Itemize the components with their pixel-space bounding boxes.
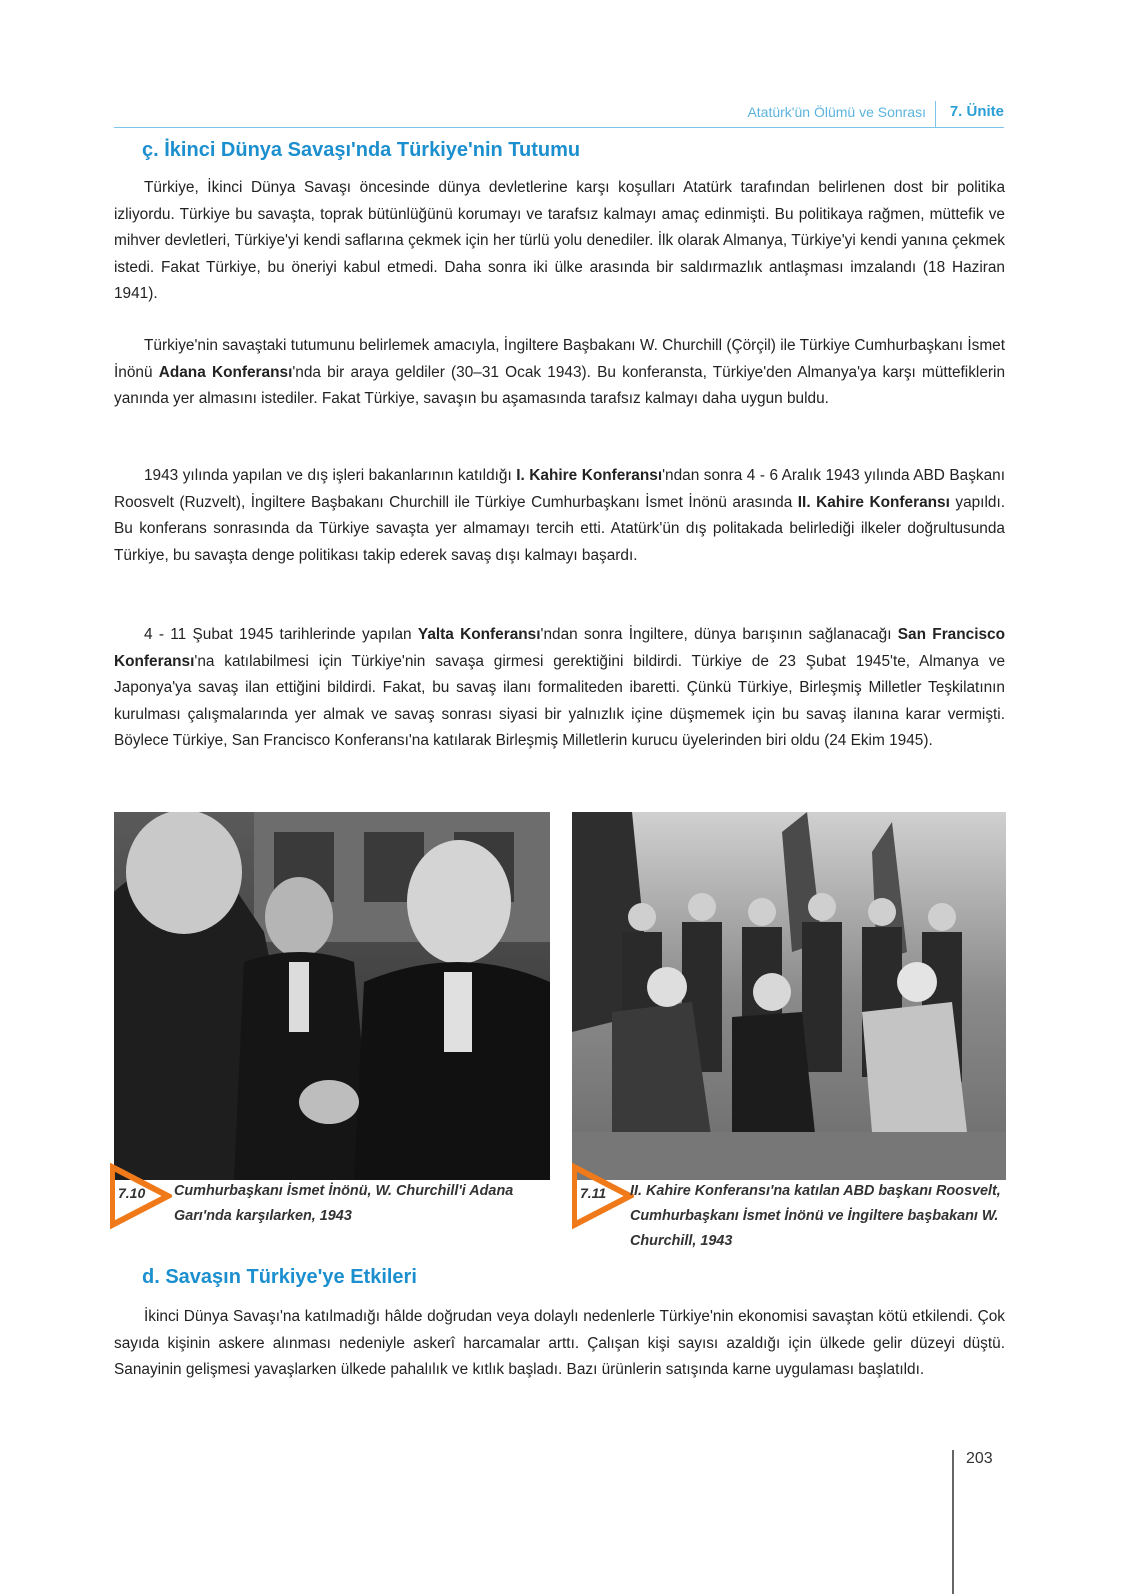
paragraph-text: İkinci Dünya Savaşı'na katılmadığı hâlde doğrudan veya dolaylı nedenlerle Türkiye'nin ekonomisi savaştan kötü etkilendi. Çok sayıda kişinin askere alınması nedeniyle askerî harcamalar arttı. Çalışan kişi sayısı azaldığı için ülkede gelir düzeyi düştü. Sanayinin gelişmesi yavaşlarken ülkede pahalılık ve kıtlık başladı. Bazı ürünlerin satışında karne uygulaması başlatıldı. (114, 1308, 1005, 1379)
paragraph-c-4 (114, 622, 1005, 755)
photo-second-cairo-conference (572, 812, 1006, 1180)
paragraph-text: Türkiye, İkinci Dünya Savaşı öncesinde dünya devletlerine karşı koşulları Atatürk tarafından belirlenen dost bir politika izliyordu. Türkiye bu savaşta, toprak bütünlüğünü korumayı ve tarafsız kalmayı amaç edinmişti. Bu politikaya rağmen, müttefik ve mihver devletleri, Türkiye'yi kendi saflarına çekmek için her türlü yolu denediler. İlk olarak Almanya, Türkiye'yi kendi yanına çekmek istedi. Fakat Türkiye, bu öneriyi kabul etmedi. Daha sonra iki ülke arasında bir saldırmazlık antlaşması imzalandı (18 Haziran 1941). (114, 179, 1005, 303)
page-number-rule (952, 1450, 954, 1594)
unit-label: 7. Ünite (949, 103, 1004, 120)
section-heading-c: ç. İkinci Dünya Savaşı'nda Türkiye'nin Tutumu (142, 139, 581, 161)
paragraph-text: 'na katılabilmesi için Türkiye'nin savaşa girmesi gerektiğini bildirdi. Türkiye de 23 Şubat 1945'te, Almanya ve Japonya'ya savaş ilan ettiğini bildirdi. Fakat, bu savaş ilanı formaliteden ibaretti. Çünkü Türkiye, Birleşmiş Milletler Teşkilatının kurulması çalışmalarında yer almak ve savaş sonrası siyasi bir yalnızlık içine düşmemek için bu savaş ilanına karar vermişti. Böylece Türkiye, San Francisco Konferansı'na katılarak Birleşmiş Milletlerin kurucu üyelerinden biri oldu (24 Ekim 1945). (114, 652, 1005, 750)
paragraph-c-1 (114, 175, 1005, 308)
figure-number-7-11: 7.11 (580, 1185, 607, 1201)
paragraph-text: 1943 yılında yapılan ve dış işleri bakanlarının katıldığı (144, 467, 517, 484)
paragraph-text: 'nda bir araya geldiler (30–31 Ocak 1943). Bu konferansta, Türkiye'den Almanya'ya karşı müttefiklerin yanında yer almasını istediler. Fakat Türkiye, savaşın bu aşamasında tarafsız kalmayı daha uygun buldu. (114, 363, 1005, 408)
paragraph-d-1 (114, 1304, 1005, 1384)
figure-number-7-10: 7.10 (118, 1185, 146, 1201)
figure-badge-7-11 (572, 1163, 634, 1229)
bold-term: I. Kahire Konferansı (516, 467, 663, 484)
figure-caption-7-11: II. Kahire Konferansı'na katılan ABD başkanı Roosvelt, Cumhurbaşkanı İsmet İnönü ve İngiltere başbakanı W. Churchill, 1943 (630, 1183, 1001, 1249)
bold-term: Adana Konferansı (158, 363, 293, 381)
paragraph-text: Türkiye'nin savaştaki tutumunu belirlemek amacıyla, İngiltere Başbakanı W. Churchill (Çörçil) ile Türkiye Cumhurbaşkanı İsmet İnönü (114, 337, 1005, 381)
page-number: 203 (966, 1450, 993, 1467)
bold-term: II. Kahire Konferansı (797, 493, 950, 511)
bold-term: San Francisco Konferansı (114, 626, 1006, 670)
running-header (114, 101, 1004, 128)
chapter-title: Atatürk'ün Ölümü ve Sonrası (747, 104, 926, 120)
figure-badge-7-10 (110, 1163, 172, 1229)
paragraph-c-2 (114, 333, 1005, 413)
section-heading-d: d. Savaşın Türkiye'ye Etkileri (142, 1266, 417, 1288)
bold-term: Yalta Konferansı (417, 626, 541, 643)
paragraph-text: 'ndan sonra 4 - 6 Aralık 1943 yılında ABD Başkanı Roosvelt (Ruzvelt), İngiltere Başbakanı Churchill ile Türkiye Cumhurbaşkanı İsmet İnönü arasında (114, 467, 1005, 511)
paragraph-text: 4 - 11 Şubat 1945 tarihlerinde yapılan (144, 626, 418, 643)
paragraph-text: yapıldı. Bu konferans sonrasında da Türkiye savaşta yer almamayı tercih etti. Atatürk'ün dış politakada belirlediği ilkeler doğrultusunda Türkiye, bu savaşta denge politikası takip ederek savaş dışı kalmayı başardı. (114, 493, 1005, 564)
paragraph-text: 'ndan sonra İngiltere, dünya barışının sağlanacağı (540, 626, 898, 643)
figure-caption-7-10: Cumhurbaşkanı İsmet İnönü, W. Churchill'i Adana Garı'nda karşılarken, 1943 (174, 1183, 514, 1224)
photo-inonu-churchill-adana (114, 812, 550, 1180)
header-separator (935, 101, 937, 127)
paragraph-c-3 (114, 463, 1005, 569)
